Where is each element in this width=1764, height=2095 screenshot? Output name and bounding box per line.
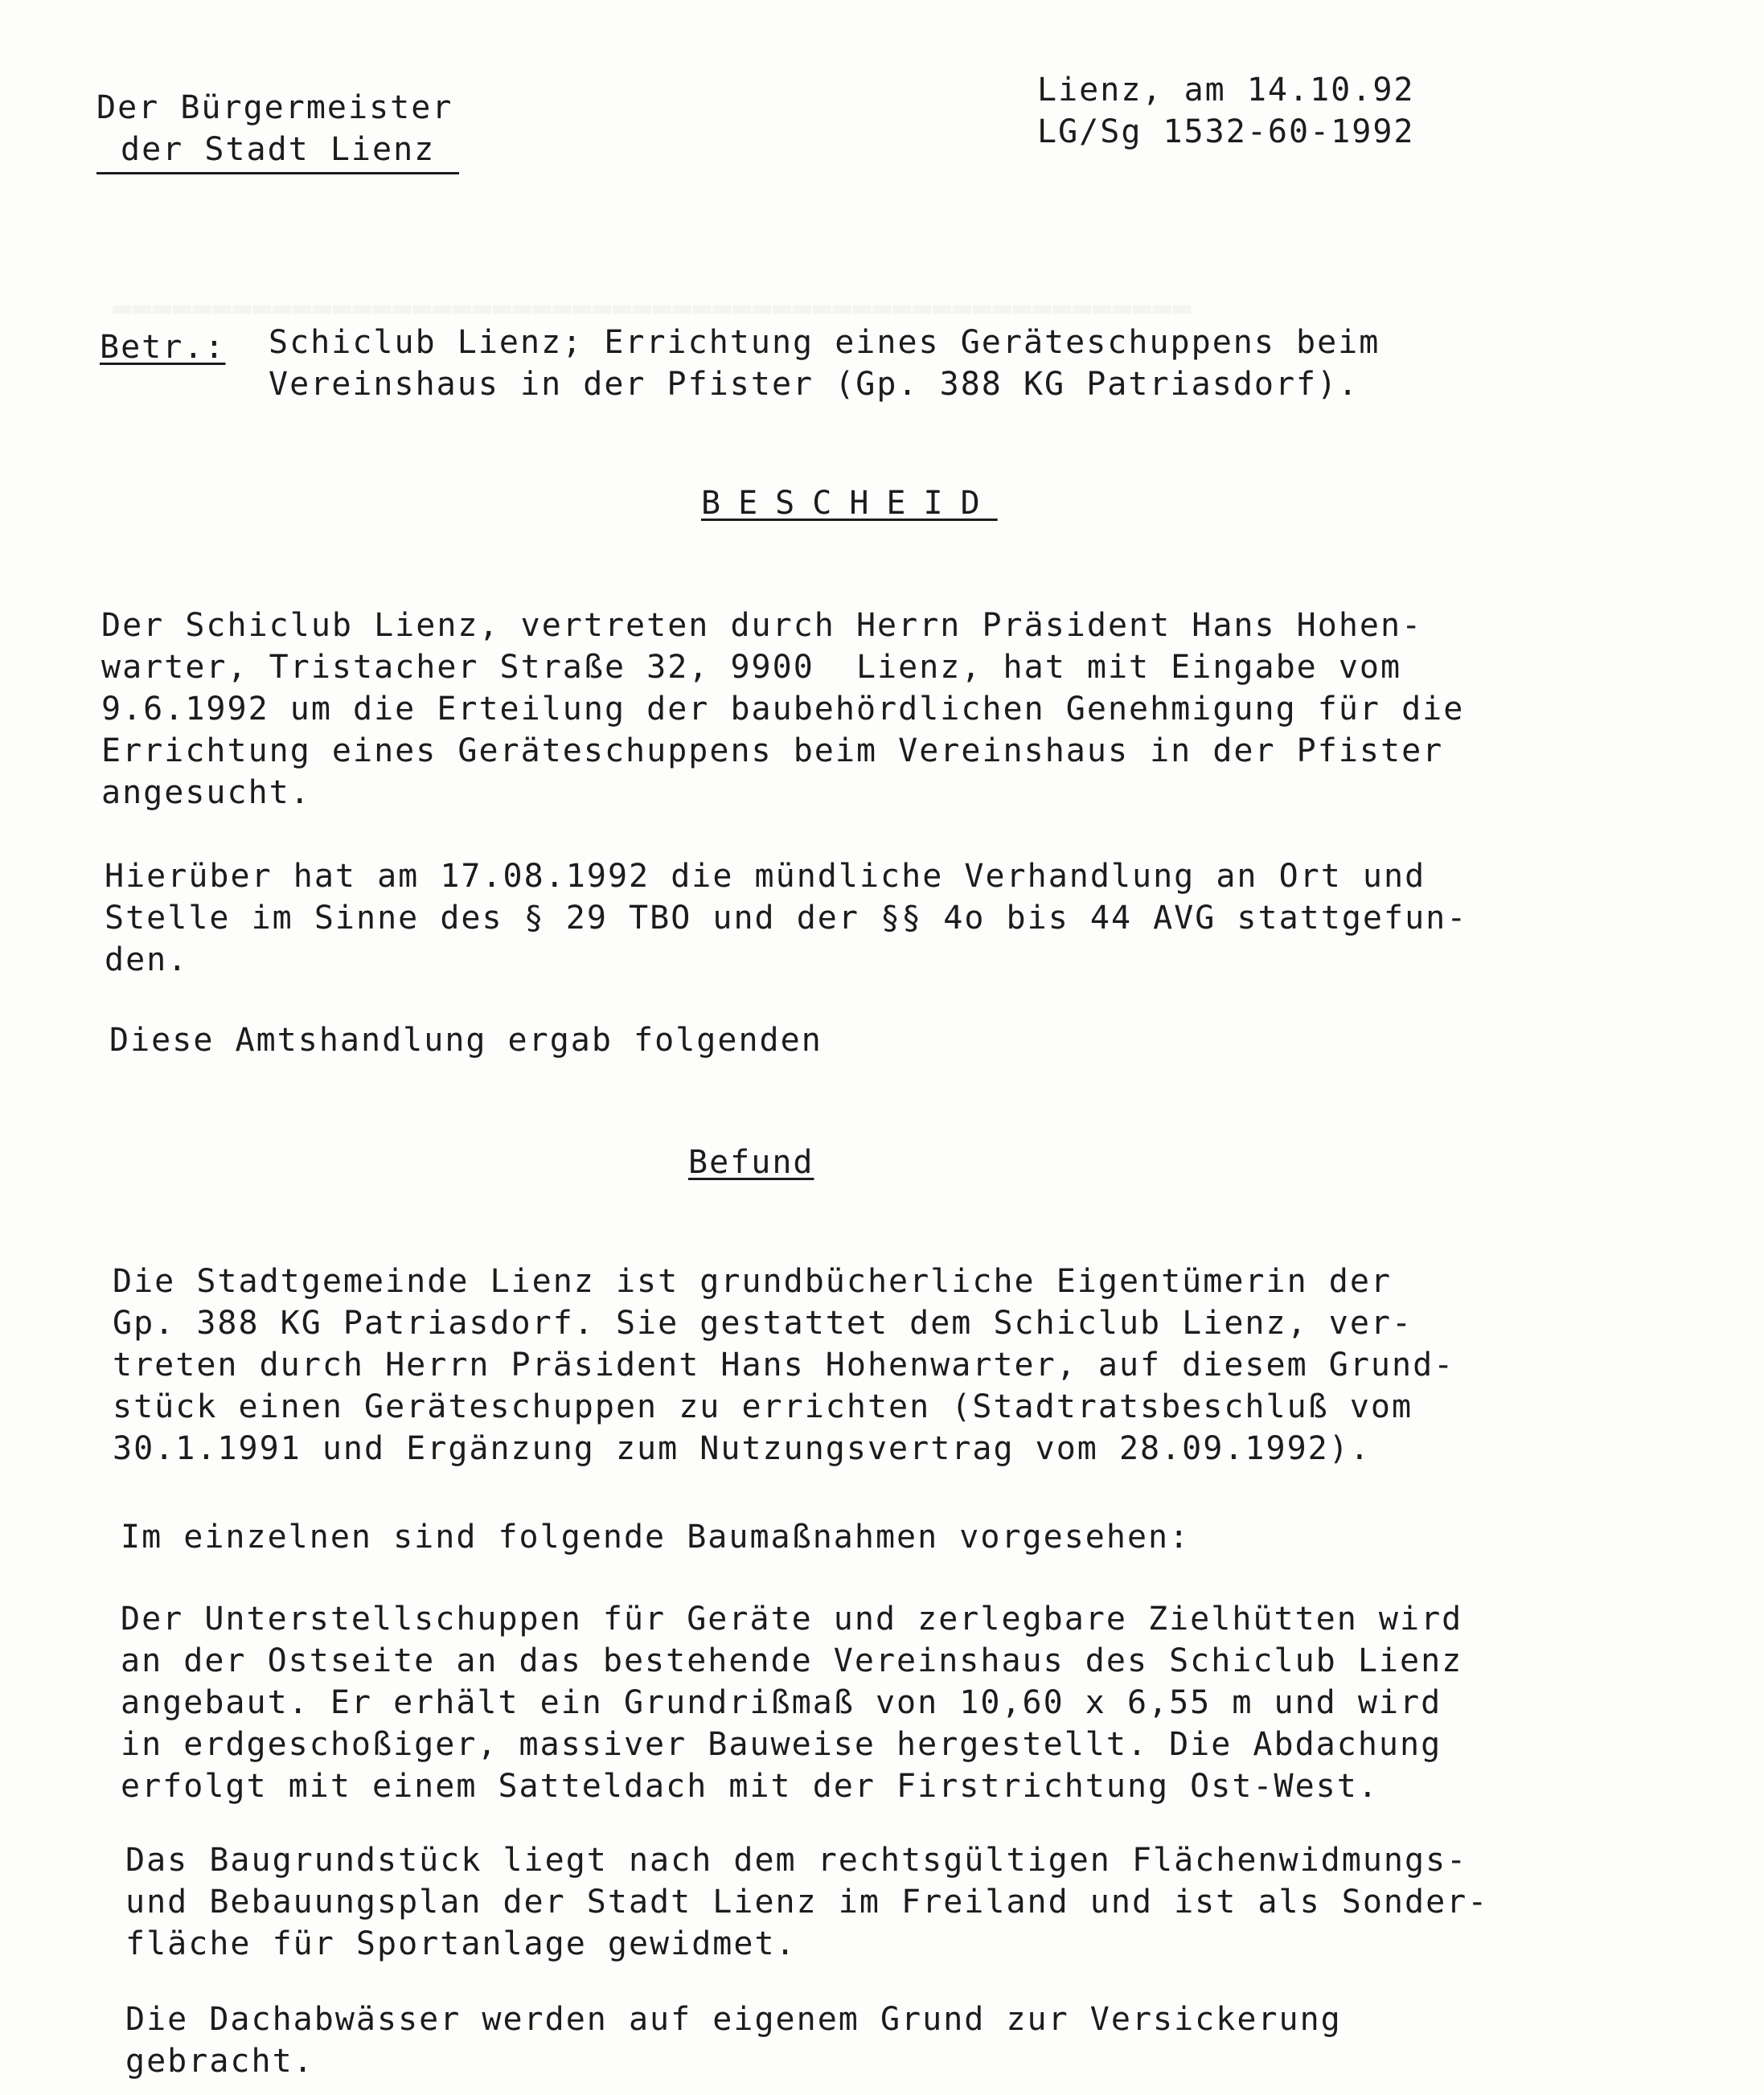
text-line: angesucht. bbox=[101, 774, 311, 811]
text-line: Die Dachabwässer werden auf eigenem Grund zur Versickerung bbox=[125, 2001, 1342, 2038]
text-line: Gp. 388 KG Patriasdorf. Sie gestattet dem Schiclub Lienz, ver- bbox=[113, 1305, 1413, 1342]
paragraph-zoning bbox=[125, 1839, 1488, 1965]
text-line: an der Ostseite an das bestehende Vereinshaus des Schiclub Lienz bbox=[121, 1642, 1463, 1679]
show-through-decoration bbox=[113, 289, 1192, 325]
text-line: Hierüber hat am 17.08.1992 die mündliche Verhandlung an Ort und bbox=[105, 858, 1426, 895]
text-line: und Bebauungsplan der Stadt Lienz im Freiland und ist als Sonder- bbox=[125, 1884, 1489, 1921]
text-line: Stelle im Sinne des § 29 TBO und der §§ 4o bis 44 AVG stattgefun- bbox=[105, 900, 1468, 937]
paragraph-ownership bbox=[113, 1261, 1454, 1470]
text-line: Das Baugrundstück liegt nach dem rechtsgültigen Flächenwidmungs- bbox=[125, 1842, 1468, 1879]
subject-label: Betr.: bbox=[100, 329, 226, 366]
text-line: 30.1.1991 und Ergänzung zum Nutzungsvertrag vom 28.09.1992). bbox=[113, 1430, 1371, 1467]
paragraph-hearing bbox=[105, 855, 1467, 981]
text-line: in erdgeschoßiger, massiver Bauweise hergestellt. Die Abdachung bbox=[121, 1726, 1442, 1763]
text-line: warter, Tristacher Straße 32, 9900 Lienz, hat mit Eingabe vom bbox=[101, 649, 1402, 686]
sender-line-2-wrapper bbox=[96, 129, 459, 174]
paragraph-application bbox=[101, 605, 1464, 814]
text-line: fläche für Sportanlage gewidmet. bbox=[125, 1925, 797, 1962]
document-title: BESCHEID bbox=[701, 485, 998, 522]
paragraph-drainage bbox=[125, 1999, 1342, 2082]
text-line: gebracht. bbox=[125, 2043, 314, 2080]
reference-number: LG/Sg 1532-60-1992 bbox=[1037, 113, 1415, 150]
text-line: Die Stadtgemeinde Lienz ist grundbücherliche Eigentümerin der bbox=[113, 1263, 1393, 1300]
text-line: Der Unterstellschuppen für Geräte und zerlegbare Zielhütten wird bbox=[121, 1601, 1463, 1638]
subject-line-2: Vereinshaus in der Pfister (Gp. 388 KG Patriasdorf). bbox=[269, 366, 1360, 403]
text-line: stück einen Geräteschuppen zu errichten (Stadtratsbeschluß vom bbox=[113, 1388, 1413, 1425]
text-line: angebaut. Er erhält ein Grundrißmaß von 10,60 x 6,55 m und wird bbox=[121, 1684, 1442, 1721]
paragraph-result-intro: Diese Amtshandlung ergab folgenden bbox=[109, 1022, 823, 1059]
sender-line-2: der Stadt Lienz bbox=[96, 129, 459, 174]
section-heading-befund: Befund bbox=[688, 1144, 814, 1181]
paragraph-construction bbox=[121, 1598, 1462, 1807]
text-line: Errichtung eines Geräteschuppens beim Vereinshaus in der Pfister bbox=[101, 732, 1444, 769]
text-line: 9.6.1992 um die Erteilung der baubehördlichen Genehmigung für die bbox=[101, 691, 1465, 728]
text-line: erfolgt mit einem Satteldach mit der Firstrichtung Ost-West. bbox=[121, 1768, 1379, 1805]
text-line: den. bbox=[105, 941, 189, 978]
text-line: treten durch Herrn Präsident Hans Hohenwarter, auf diesem Grund- bbox=[113, 1347, 1455, 1384]
subject-line-1: Schiclub Lienz; Errichtung eines Geräteschuppens beim bbox=[269, 324, 1380, 361]
sender-line-1: Der Bürgermeister bbox=[96, 89, 453, 126]
paragraph-measures-intro: Im einzelnen sind folgende Baumaßnahmen vorgesehen: bbox=[121, 1519, 1191, 1556]
text-line: Der Schiclub Lienz, vertreten durch Herrn Präsident Hans Hohen- bbox=[101, 607, 1423, 644]
date-line: Lienz, am 14.10.92 bbox=[1037, 72, 1415, 109]
